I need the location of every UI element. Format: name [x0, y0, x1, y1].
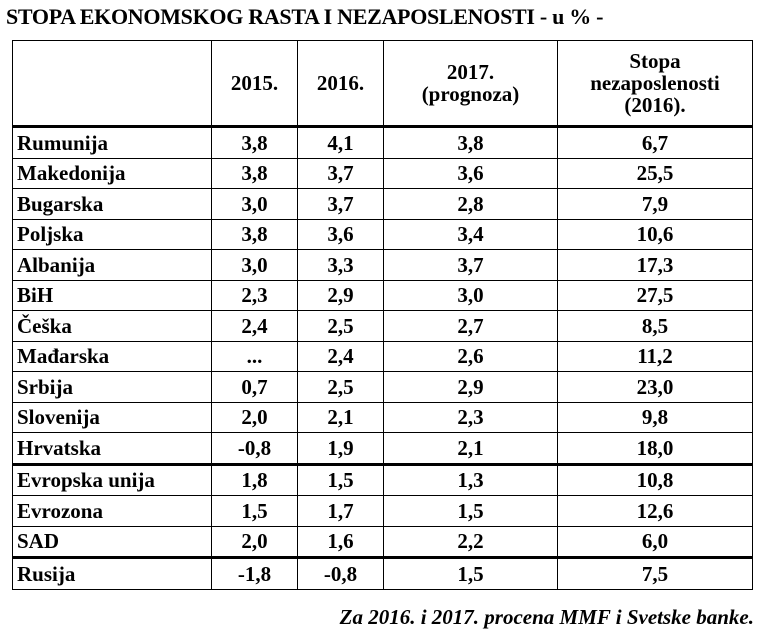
growth-2017-forecast-cell: 2,3: [384, 402, 558, 433]
table-row: [13, 158, 753, 189]
growth-2015-cell: 2,0: [212, 402, 298, 433]
growth-2016-cell: 3,3: [298, 250, 384, 281]
table-row: [13, 558, 753, 590]
growth-2016-cell: 3,6: [298, 219, 384, 250]
table-row: [13, 372, 753, 403]
table-row: [13, 280, 753, 311]
country-cell: Rusija: [13, 558, 212, 590]
country-cell: Bugarska: [13, 189, 212, 220]
table-row: [13, 402, 753, 433]
source-footnote: Za 2016. i 2017. procena MMF i Svetske banke.: [339, 605, 754, 629]
country-cell: Hrvatska: [13, 433, 212, 465]
table-row: [13, 189, 753, 220]
growth-2016-cell: 3,7: [298, 189, 384, 220]
growth-2017-forecast-cell: 3,7: [384, 250, 558, 281]
growth-unemployment-table: [12, 40, 753, 590]
growth-2016-cell: -0,8: [298, 558, 384, 590]
table-row: [13, 219, 753, 250]
growth-2017-forecast-cell: 2,7: [384, 311, 558, 342]
table-body: [13, 127, 753, 590]
growth-2015-cell: 3,8: [212, 219, 298, 250]
growth-2015-cell: 1,8: [212, 464, 298, 496]
growth-2015-cell: -1,8: [212, 558, 298, 590]
table-row: [13, 433, 753, 465]
growth-2015-cell: -0,8: [212, 433, 298, 465]
growth-2015-cell: 0,7: [212, 372, 298, 403]
growth-2015-cell: 2,4: [212, 311, 298, 342]
growth-2016-cell: 1,5: [298, 464, 384, 496]
growth-2015-cell: 1,5: [212, 496, 298, 527]
country-cell: Srbija: [13, 372, 212, 403]
growth-2017-forecast-cell: 2,9: [384, 372, 558, 403]
growth-2015-cell: 3,8: [212, 158, 298, 189]
growth-2016-cell: 4,1: [298, 127, 384, 159]
country-cell: Rumunija: [13, 127, 212, 159]
growth-2016-cell: 2,5: [298, 372, 384, 403]
unemployment-2016-cell: 6,7: [558, 127, 753, 159]
growth-2016-cell: 2,4: [298, 341, 384, 372]
unemployment-2016-cell: 25,5: [558, 158, 753, 189]
growth-2017-forecast-cell: 1,5: [384, 496, 558, 527]
unemployment-2016-cell: 23,0: [558, 372, 753, 403]
table-header-row: [13, 41, 753, 127]
table-row: [13, 127, 753, 159]
growth-2016-cell: 2,5: [298, 311, 384, 342]
unemployment-2016-cell: 7,9: [558, 189, 753, 220]
unemployment-2016-cell: 17,3: [558, 250, 753, 281]
growth-2016-cell: 2,9: [298, 280, 384, 311]
column-header-country: [13, 41, 212, 127]
country-cell: SAD: [13, 526, 212, 558]
country-cell: Mađarska: [13, 341, 212, 372]
growth-2017-forecast-cell: 2,1: [384, 433, 558, 465]
page-title: STOPA EKONOMSKOG RASTA I NEZAPOSLENOSTI - u % -: [6, 4, 604, 29]
country-cell: Slovenija: [13, 402, 212, 433]
growth-2015-cell: 3,8: [212, 127, 298, 159]
country-cell: Makedonija: [13, 158, 212, 189]
table-row: [13, 341, 753, 372]
country-cell: Evropska unija: [13, 464, 212, 496]
growth-2016-cell: 1,7: [298, 496, 384, 527]
growth-2017-forecast-cell: 2,6: [384, 341, 558, 372]
unemployment-2016-cell: 11,2: [558, 341, 753, 372]
growth-2017-forecast-cell: 1,3: [384, 464, 558, 496]
unemployment-2016-cell: 18,0: [558, 433, 753, 465]
growth-2016-cell: 1,6: [298, 526, 384, 558]
country-cell: BiH: [13, 280, 212, 311]
unemployment-2016-cell: 10,6: [558, 219, 753, 250]
table-row: [13, 526, 753, 558]
growth-2015-cell: 2,0: [212, 526, 298, 558]
unemployment-2016-cell: 10,8: [558, 464, 753, 496]
country-cell: Albanija: [13, 250, 212, 281]
unemployment-2016-cell: 12,6: [558, 496, 753, 527]
unemployment-2016-cell: 8,5: [558, 311, 753, 342]
growth-2017-forecast-cell: 3,6: [384, 158, 558, 189]
growth-2017-forecast-cell: 3,0: [384, 280, 558, 311]
table-row: [13, 250, 753, 281]
growth-2015-cell: 3,0: [212, 189, 298, 220]
table-row: [13, 464, 753, 496]
growth-2015-cell: 2,3: [212, 280, 298, 311]
unemployment-2016-cell: 27,5: [558, 280, 753, 311]
table-row: [13, 496, 753, 527]
growth-2016-cell: 2,1: [298, 402, 384, 433]
growth-2016-cell: 3,7: [298, 158, 384, 189]
column-header-2015: 2015.: [212, 41, 298, 127]
growth-2017-forecast-cell: 3,4: [384, 219, 558, 250]
country-cell: Poljska: [13, 219, 212, 250]
table-row: [13, 311, 753, 342]
growth-2017-forecast-cell: 2,8: [384, 189, 558, 220]
column-header-2016: 2016.: [298, 41, 384, 127]
growth-2015-cell: ...: [212, 341, 298, 372]
unemployment-2016-cell: 6,0: [558, 526, 753, 558]
growth-2017-forecast-cell: 2,2: [384, 526, 558, 558]
growth-2017-forecast-cell: 1,5: [384, 558, 558, 590]
column-header-2017-forecast: 2017. (prognoza): [384, 41, 558, 127]
column-header-unemployment-rate: Stopa nezaposlenosti (2016).: [558, 41, 753, 127]
unemployment-2016-cell: 9,8: [558, 402, 753, 433]
country-cell: Češka: [13, 311, 212, 342]
country-cell: Evrozona: [13, 496, 212, 527]
unemployment-2016-cell: 7,5: [558, 558, 753, 590]
growth-2016-cell: 1,9: [298, 433, 384, 465]
growth-2017-forecast-cell: 3,8: [384, 127, 558, 159]
growth-2015-cell: 3,0: [212, 250, 298, 281]
